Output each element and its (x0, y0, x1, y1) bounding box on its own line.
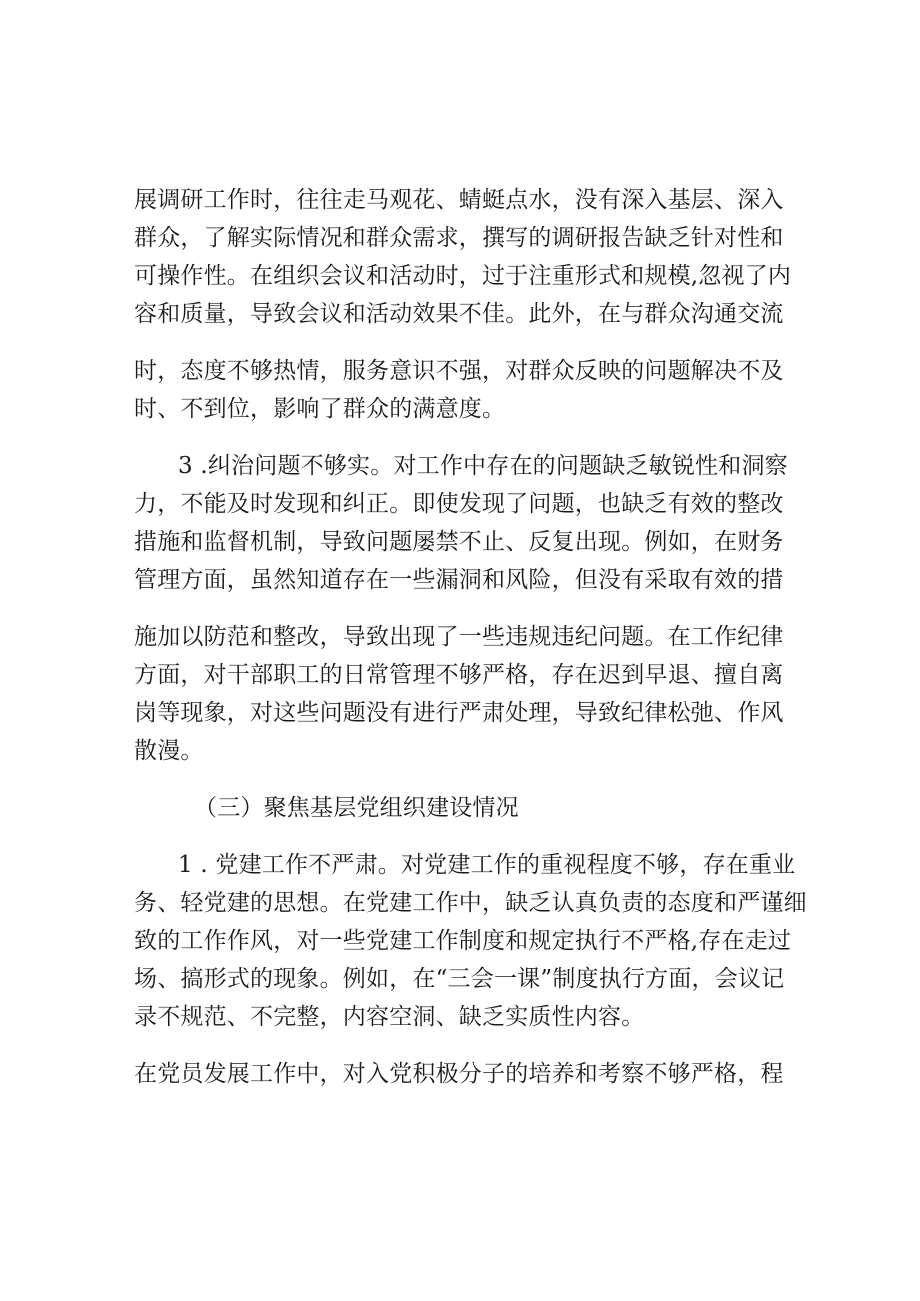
paragraph-line: 管理方面，虽然知道存在一些漏洞和风险，但没有采取有效的措 (134, 567, 784, 593)
section-heading: （三）聚焦基层党组织建设情况 (194, 795, 519, 821)
paragraph-line: 群众，了解实际情况和群众需求，撰写的调研报告缺乏针对性和 (134, 225, 784, 251)
paragraph-line: 1 . 党建工作不严肃。对党建工作的重视程度不够，存在重业 (178, 852, 796, 878)
paragraph-line: 力，不能及时发现和纠正。即使发现了问题，也缺乏有效的整改 (134, 491, 784, 517)
paragraph-line: 可操作性。在组织会议和活动时，过于注重形式和规模,忽视了内 (134, 263, 792, 289)
paragraph-line: 容和质量，导致会议和活动效果不佳。此外，在与群众沟通交流 (134, 301, 784, 327)
paragraph-line: 展调研工作时，往往走马观花、蜻蜓点水，没有深入基层、深入 (134, 187, 784, 213)
paragraph-line: 散漫。 (134, 738, 204, 764)
paragraph-line: 致的工作作风，对一些党建工作制度和规定执行不严格,存在走过 (134, 928, 792, 954)
paragraph-line: 务、轻党建的思想。在党建工作中，缺乏认真负责的态度和严谨细 (134, 890, 807, 916)
paragraph-line: 时，态度不够热情，服务意识不强，对群众反映的问题解决不及 (134, 358, 784, 384)
paragraph-line: 时、不到位，影响了群众的满意度。 (134, 396, 506, 422)
paragraph-line: 场、搞形式的现象。例如，在“三会一课”制度执行方面，会议记 (134, 966, 785, 992)
paragraph-line: 施加以防范和整改，导致出现了一些违规违纪问题。在工作纪律 (134, 624, 784, 650)
paragraph-line: 3 .纠治问题不够实。对工作中存在的问题缺乏敏锐性和洞察 (178, 453, 788, 479)
paragraph-line: 措施和监督机制，导致问题屡禁不止、反复出现。例如，在财务 (134, 529, 784, 555)
paragraph-line: 录不规范、不完整，内容空洞、缺乏实质性内容。 (134, 1004, 645, 1030)
paragraph-line: 方面，对干部职工的日常管理不够严格，存在迟到早退、擅自离 (134, 662, 784, 688)
paragraph-line: 岗等现象，对这些问题没有进行严肃处理，导致纪律松弛、作风 (134, 700, 784, 726)
paragraph-line: 在党员发展工作中，对入党积极分子的培养和考察不够严格，程 (134, 1061, 784, 1087)
